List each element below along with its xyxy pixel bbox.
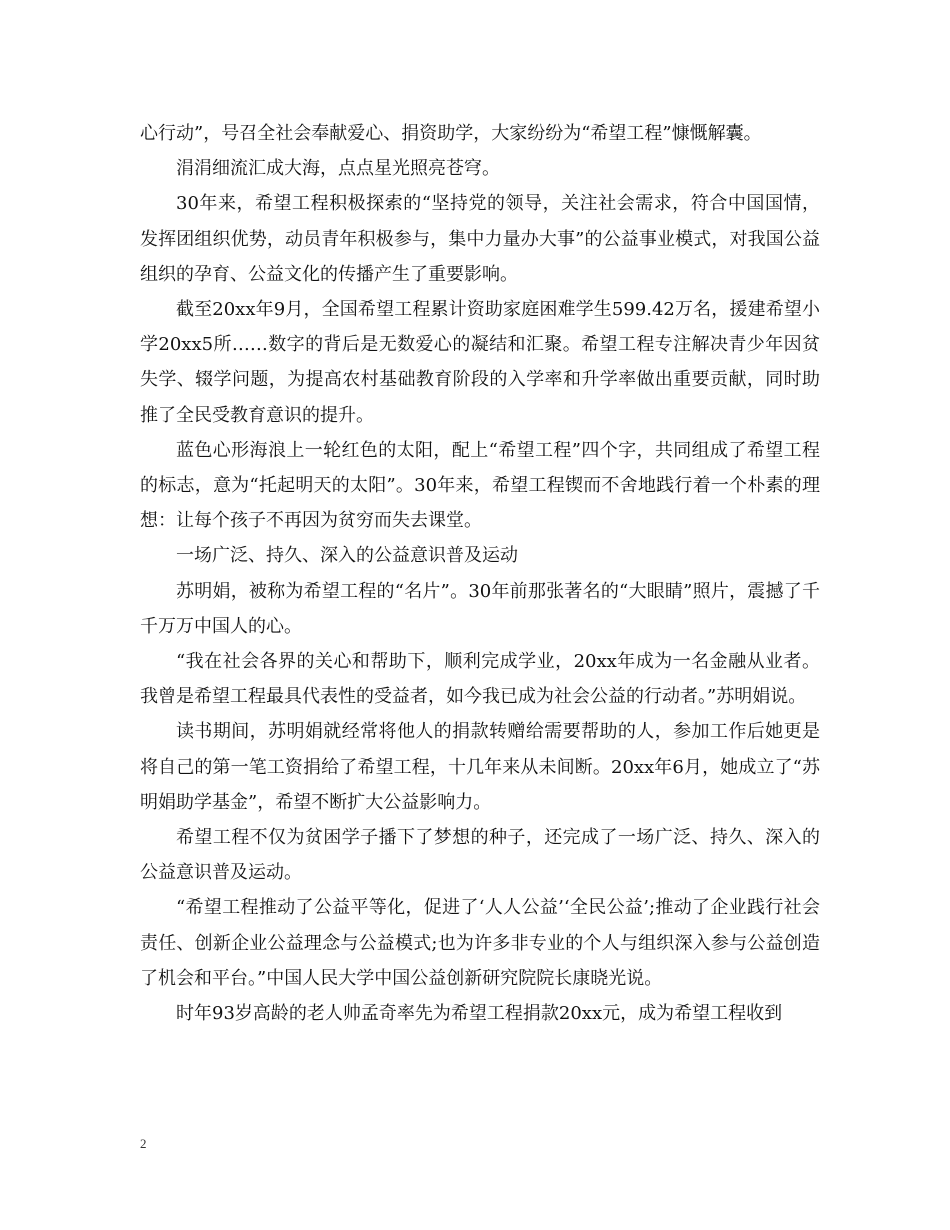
paragraph-7: 苏明娟，被称为希望工程的“名片”。30年前那张著名的“大眼睛”照片，震撼了千千万万中国人的心。 <box>140 580 820 637</box>
section-heading: 一场广泛、持久、深入的公益意识普及运动 <box>176 545 518 567</box>
paragraph-5: 蓝色心形海浪上一轮红色的太阳，配上“希望工程”四个字，共同组成了希望工程的标志，意为“托起明天的太阳”。30年来，希望工程锲而不舍地践行着一个朴素的理想：让每个孩子不再因为贫穷而失去课堂。 <box>140 439 820 532</box>
paragraph-11: “希望工程推动了公益平等化，促进了‘人人公益’‘全民公益’;推动了企业践行社会责任、创新企业公益理念与公益模式;也为许多非专业的个人与组织深入参与公益创造了机会和平台。”中国人民大学中国公益创新研究院院长康晓光说。 <box>140 897 820 989</box>
paragraph-3: 30年来，希望工程积极探索的“坚持党的领导，关注社会需求，符合中国国情，发挥团组织优势，动员青年积极参与，集中力量办大事”的公益事业模式，对我国公益组织的孕育、公益文化的传播产生了重要影响。 <box>140 193 820 285</box>
paragraph-9: 读书期间，苏明娟就经常将他人的捐款转赠给需要帮助的人，参加工作后她更是将自己的第一笔工资捐给了希望工程，十几年来从未间断。20xx年6月，她成立了“苏明娟助学基金”，希望不断扩大公益影响力。 <box>140 721 820 813</box>
paragraph-2: 涓涓细流汇成大海，点点星光照亮苍穹。 <box>176 158 500 180</box>
paragraph-10: 希望工程不仅为贫困学子播下了梦想的种子，还完成了一场广泛、持久、深入的公益意识普及运动。 <box>140 827 820 884</box>
paragraph-4: 截至20xx年9月，全国希望工程累计资助家庭困难学生599.42万名，援建希望小学20xx5所……数字的背后是无数爱心的凝结和汇聚。希望工程专注解决青少年因贫失学、辍学问题，为提高农村基础教育阶段的入学率和升学率做出重要贡献，同时助推了全民受教育意识的提升。 <box>140 299 820 426</box>
paragraph-12: 时年93岁高龄的老人帅孟奇率先为希望工程捐款20xx元，成为希望工程收到 <box>176 1003 783 1025</box>
paragraph-8: “我在社会各界的关心和帮助下，顺利完成学业，20xx年成为一名金融从业者。我曾是希望工程最具代表性的受益者，如今我已成为社会公益的行动者。”苏明娟说。 <box>140 651 820 708</box>
page-number: 2 <box>140 1136 147 1151</box>
paragraph-1: 心行动”，号召全社会奉献爱心、捐资助学，大家纷纷为“希望工程”慷慨解囊。 <box>140 123 762 144</box>
document-body <box>140 116 820 1031</box>
